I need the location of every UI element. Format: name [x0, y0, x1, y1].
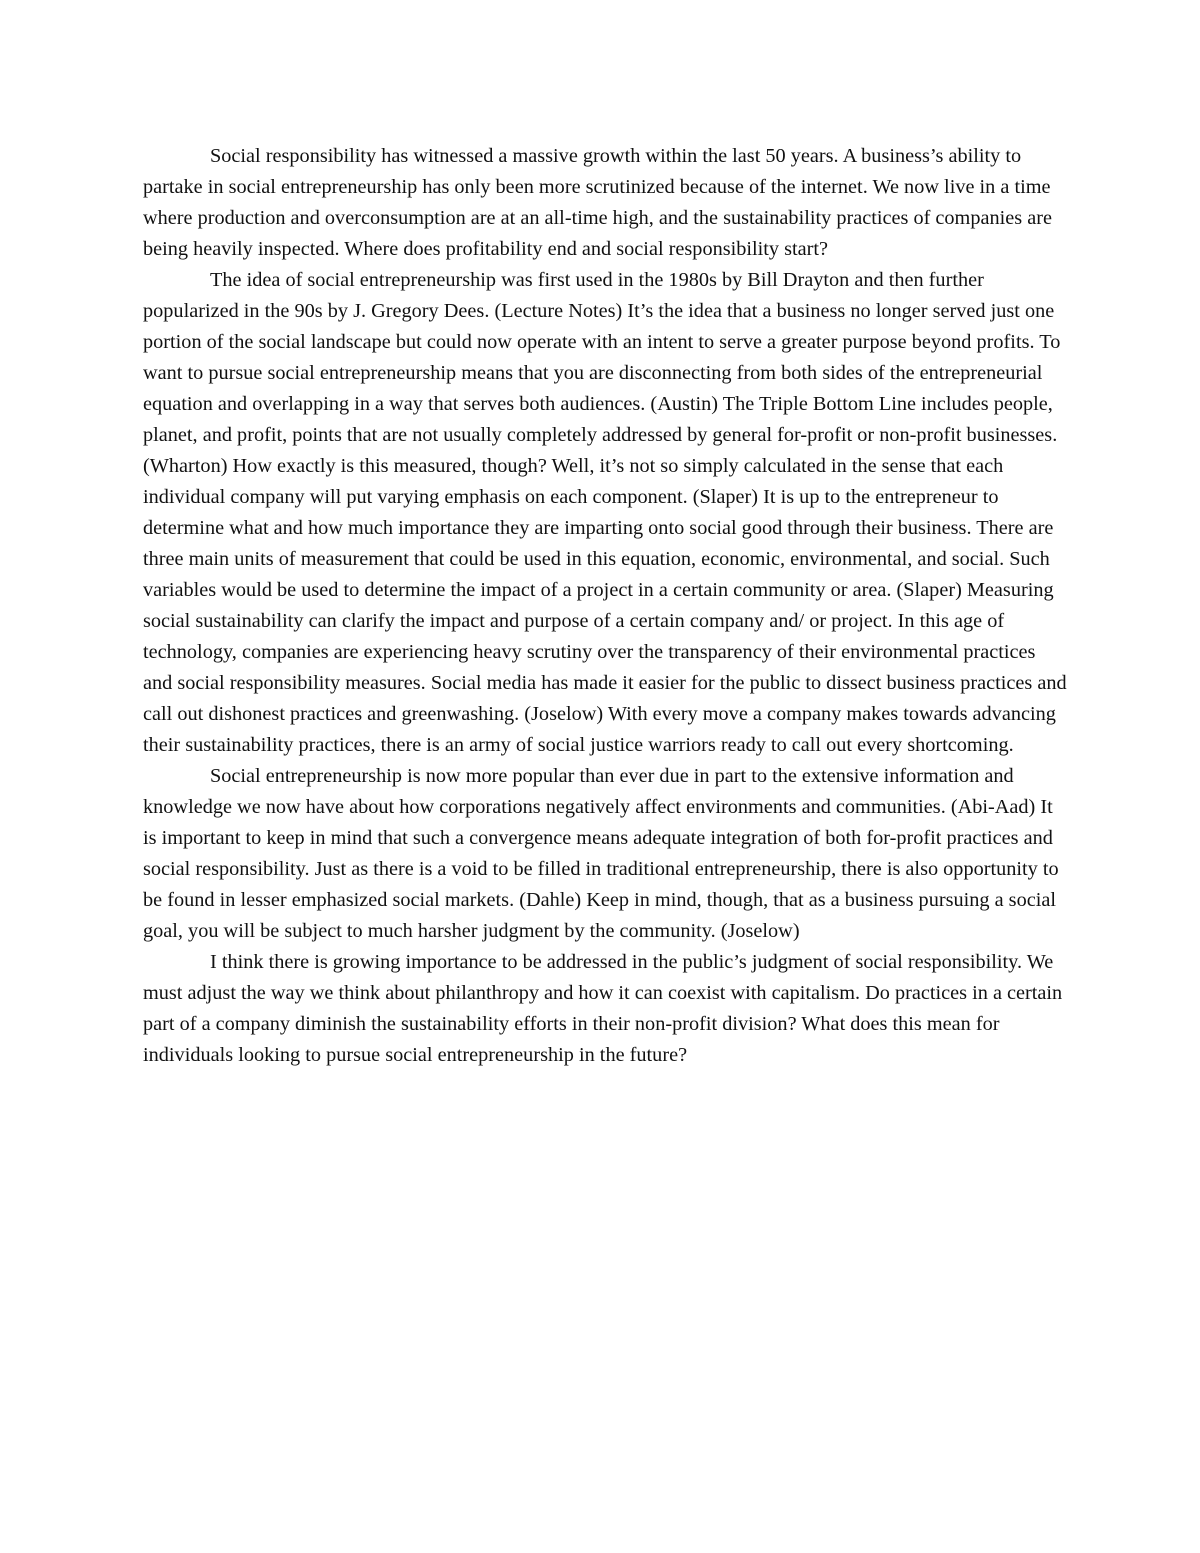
- paragraph-2: The idea of social entrepreneurship was first used in the 1980s by Bill Drayton and then further popularized in the 90s by J. Gregory Dees. (Lecture Notes) It’s the idea that a business no longer served just one portion of the social landscape but could now operate with an intent to serve a greater purpose beyond profits. To want to pursue social entrepreneurship means that you are disconnecting from both sides of the entrepreneurial equation and overlapping in a way that serves both audiences. (Austin) The Triple Bottom Line includes people, planet, and profit, points that are not usually completely addressed by general for-profit or non-profit businesses. (Wharton) How exactly is this measured, though? Well, it’s not so simply calculated in the sense that each individual company will put varying emphasis on each component. (Slaper) It is up to the entrepreneur to determine what and how much importance they are imparting onto social good through their business. There are three main units of measurement that could be used in this equation, economic, environmental, and social. Such variables would be used to determine the impact of a project in a certain community or area. (Slaper) Measuring social sustainability can clarify the impact and purpose of a certain company and/ or project. In this age of technology, companies are experiencing heavy scrutiny over the transparency of their environmental practices and social responsibility measures. Social media has made it easier for the public to dissect business practices and call out dishonest practices and greenwashing. (Joselow) With every move a company makes towards advancing their sustainability practices, there is an army of social justice warriors ready to call out every shortcoming.: [143, 269, 1067, 756]
- document-body: [143, 141, 1068, 1071]
- paragraph-1: Social responsibility has witnessed a massive growth within the last 50 years. A business’s ability to partake in social entrepreneurship has only been more scrutinized because of the internet. We now live in a time where production and overconsumption are at an all-time high, and the sustainability practices of companies are being heavily inspected. Where does profitability end and social responsibility start?: [143, 145, 1052, 260]
- paragraph-4: I think there is growing importance to be addressed in the public’s judgment of social responsibility. We must adjust the way we think about philanthropy and how it can coexist with capitalism. Do practices in a certain part of a company diminish the sustainability efforts in their non-profit division? What does this mean for individuals looking to pursue social entrepreneurship in the future?: [143, 951, 1063, 1066]
- paragraph-3: Social entrepreneurship is now more popular than ever due in part to the extensive information and knowledge we now have about how corporations negatively affect environments and communities. (Abi-Aad) It is important to keep in mind that such a convergence means adequate integration of both for-profit practices and social responsibility. Just as there is a void to be filled in traditional entrepreneurship, there is also opportunity to be found in lesser emphasized social markets. (Dahle) Keep in mind, though, that as a business pursuing a social goal, you will be subject to much harsher judgment by the community. (Joselow): [143, 765, 1059, 942]
